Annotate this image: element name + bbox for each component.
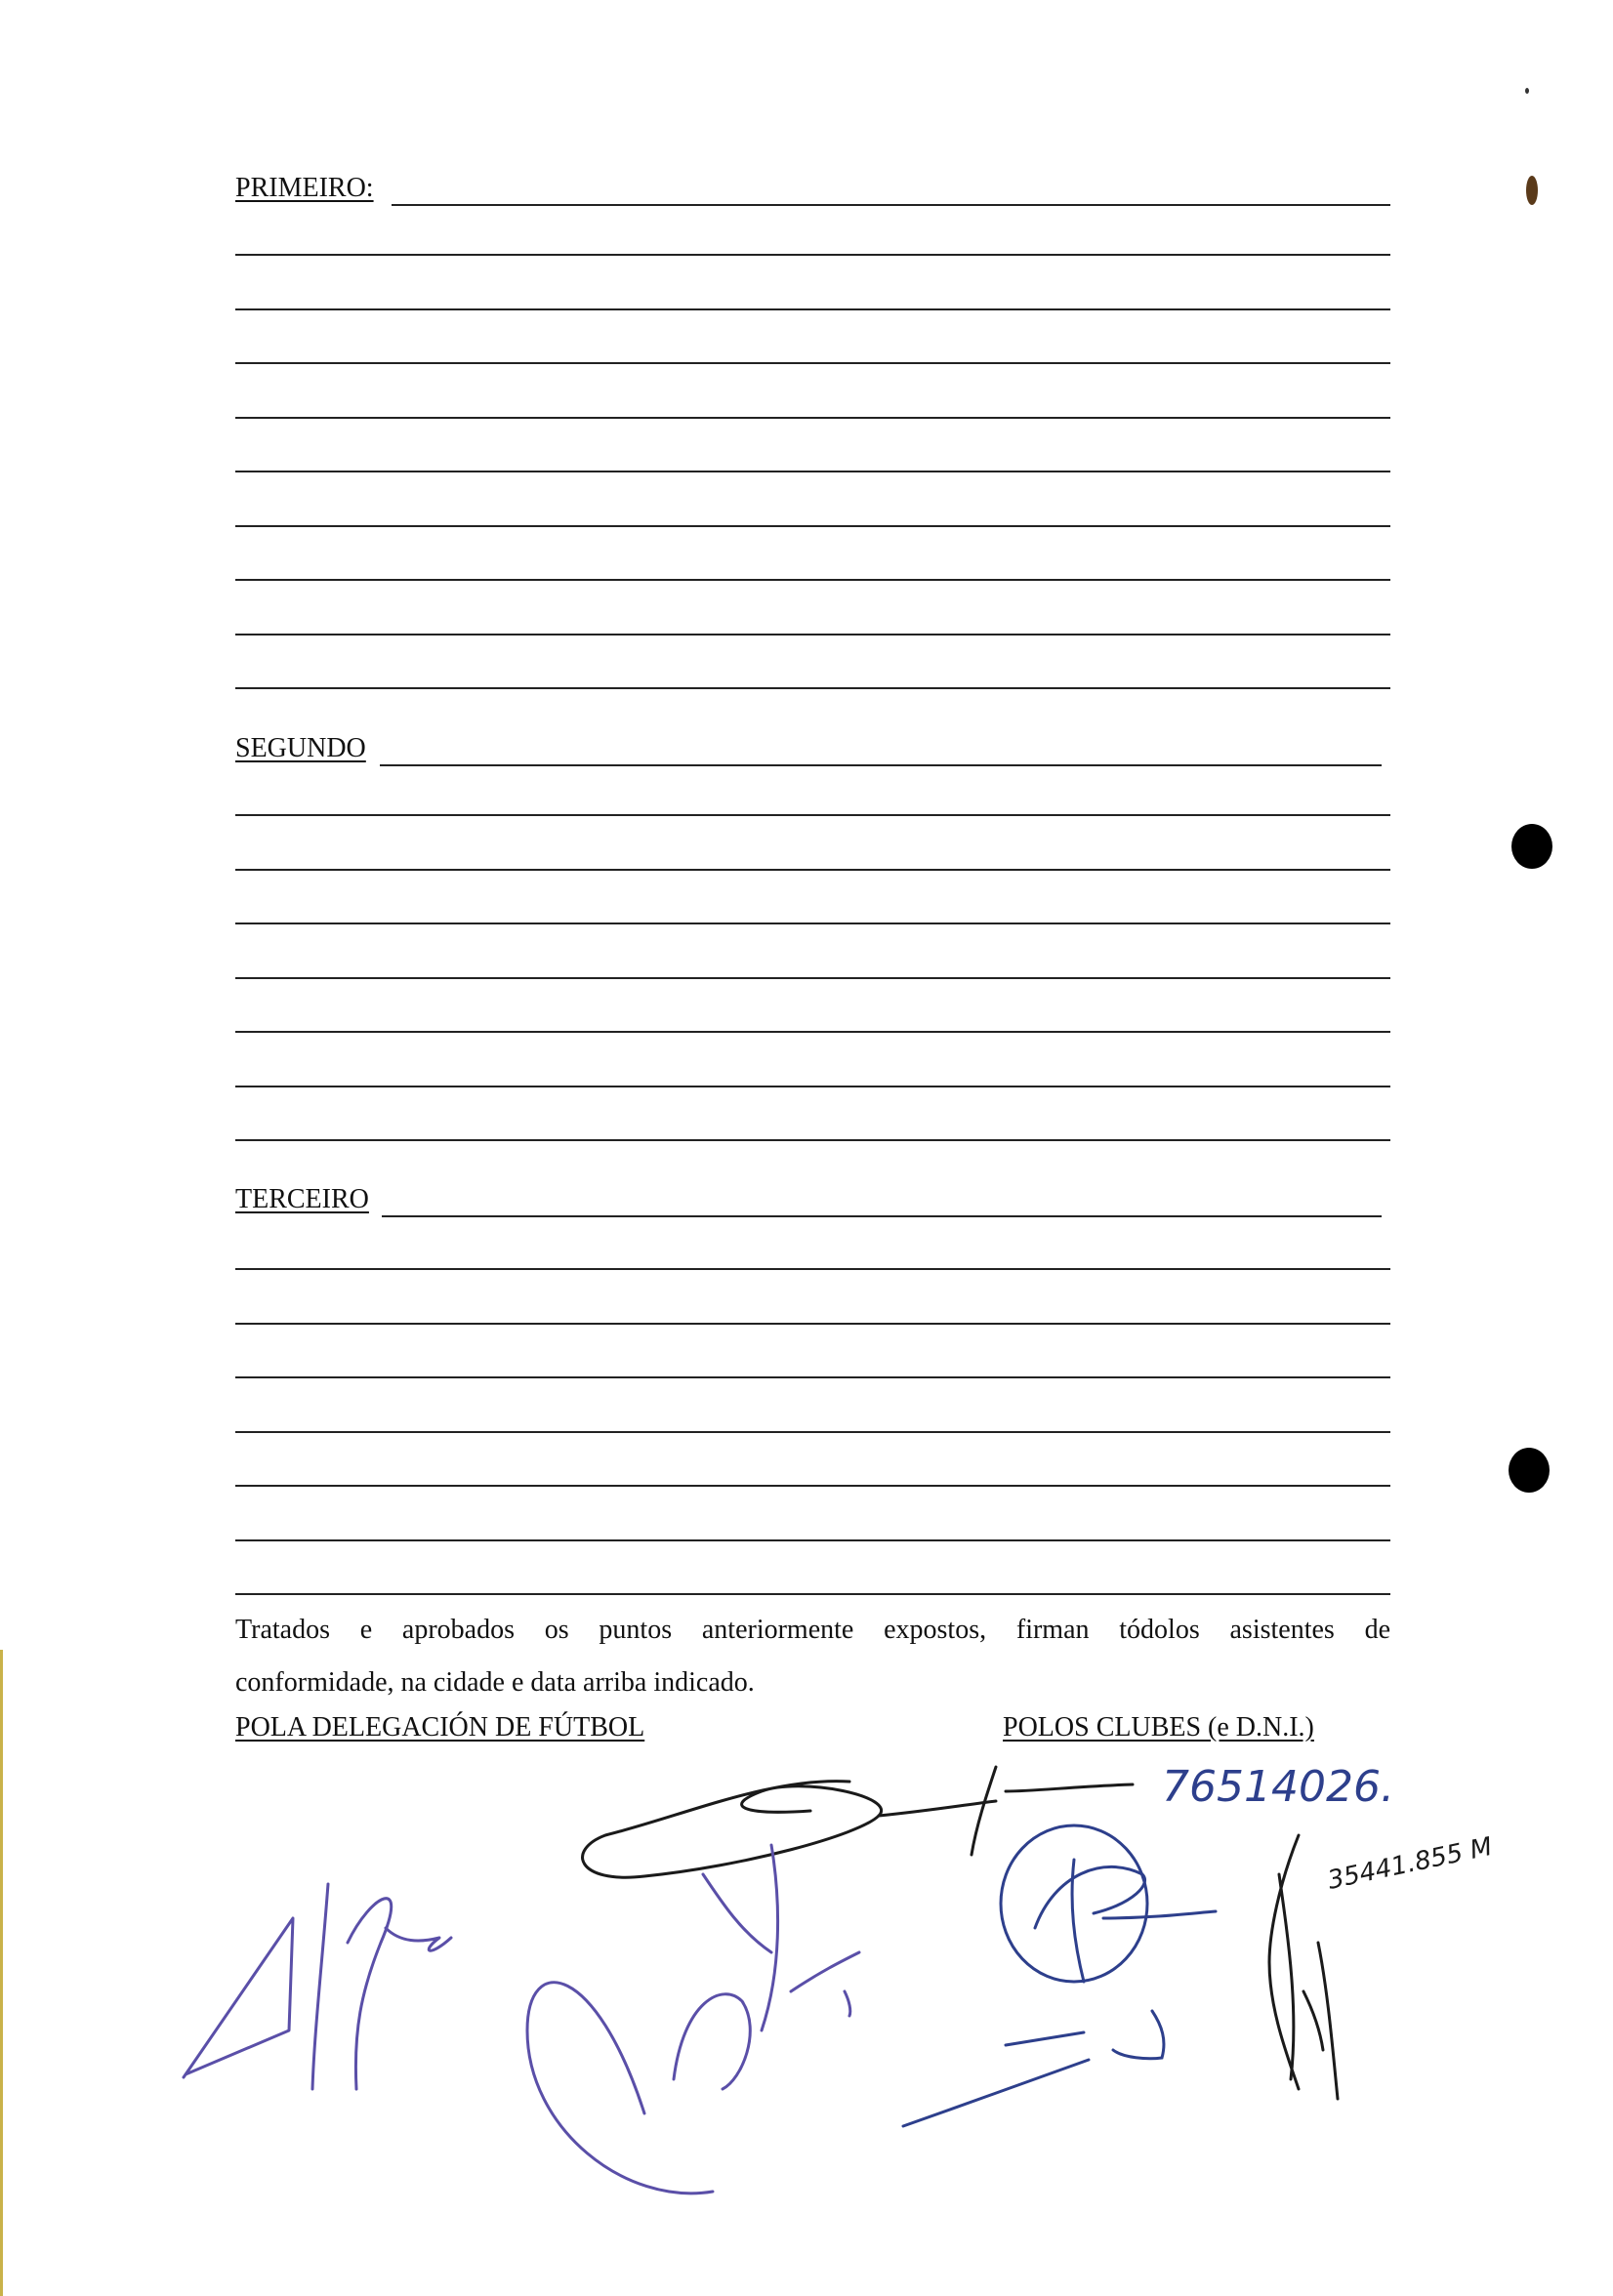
blank-line <box>235 1485 1390 1487</box>
closing-paragraph <box>235 1604 1390 1709</box>
punch-hole-top <box>1511 824 1552 869</box>
signature-club-4 <box>903 2011 1164 2126</box>
blank-line <box>235 417 1390 419</box>
blank-line <box>235 1086 1390 1087</box>
blank-line <box>235 1376 1390 1378</box>
blank-line <box>235 814 1390 816</box>
blank-line <box>235 1031 1390 1033</box>
blank-line <box>235 254 1390 256</box>
blank-line <box>235 634 1390 636</box>
section-heading <box>235 732 1390 771</box>
closing-line-2: conformidade, na cidade e data arriba indicado. <box>235 1667 755 1698</box>
blank-line <box>235 1431 1390 1433</box>
section-heading <box>235 1183 1390 1222</box>
heading-rule <box>392 204 1390 206</box>
closing-line-1: Tratados e aprobados os puntos anteriormente expostos, firman tódolos asistentes de <box>235 1615 1390 1645</box>
blank-line <box>235 1139 1390 1141</box>
handwritten-id-2: 35441.855 M <box>1325 1831 1496 1896</box>
blank-line <box>235 1593 1390 1595</box>
signature-label-clubs: POLOS CLUBES (e D.N.I.) <box>1003 1712 1314 1742</box>
blank-line <box>235 1323 1390 1325</box>
section-label: SEGUNDO <box>235 733 366 763</box>
punch-hole-bottom <box>1509 1448 1550 1493</box>
blank-line <box>235 362 1390 364</box>
blank-line <box>235 687 1390 689</box>
blank-line <box>235 579 1390 581</box>
blank-line <box>235 471 1390 472</box>
signature-club-2 <box>527 1845 859 2194</box>
blank-line <box>235 1539 1390 1541</box>
blank-line <box>235 922 1390 924</box>
section-label: PRIMEIRO: <box>235 173 374 203</box>
scan-speck <box>1526 176 1538 205</box>
blank-line <box>235 308 1390 310</box>
scan-speck <box>1525 88 1529 94</box>
signature-club-3 <box>1001 1825 1216 1982</box>
section-heading <box>235 172 1390 211</box>
heading-rule <box>382 1215 1382 1217</box>
section-label: TERCEIRO <box>235 1184 369 1214</box>
blank-line <box>235 977 1390 979</box>
heading-rule <box>380 764 1382 766</box>
blank-line <box>235 525 1390 527</box>
signature-label-delegation: POLA DELEGACIÓN DE FÚTBOL <box>235 1712 645 1742</box>
scan-edge-mark <box>0 1650 3 2296</box>
signature-delegation <box>184 1884 451 2089</box>
blank-line <box>235 1268 1390 1270</box>
blank-line <box>235 869 1390 871</box>
signature-club-5 <box>1269 1835 1338 2099</box>
handwritten-id-1: 76514026. <box>1162 1762 1394 1812</box>
signature-club-1 <box>583 1767 1133 1877</box>
